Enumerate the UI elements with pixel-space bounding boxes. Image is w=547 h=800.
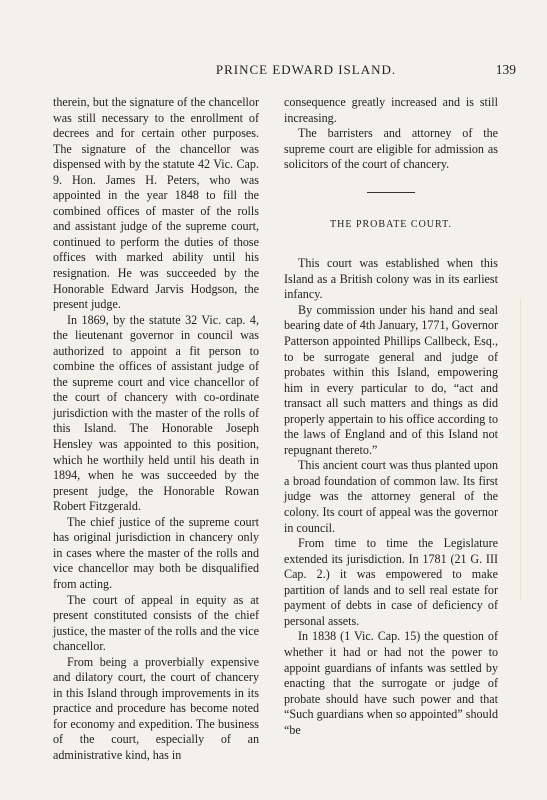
paragraph: consequence greatly increased and is still increasing.	[284, 95, 498, 125]
paragraph: The barristers and attorney of the supreme court are eligible for admission as solicitors of the court of chancery.	[284, 126, 498, 172]
paragraph: In 1838 (1 Vic. Cap. 15) the question of whether it had or had not the power to appoint guardians of infants was settled by enacting that the surrogate or judge of probate should have such power and that “Such guardians when so appointed” should “be	[284, 629, 498, 737]
paragraph: In 1869, by the statute 32 Vic. cap. 4, the lieutenant governor in council was authorized to appoint a fit person to combine the offices of assistant judge of the supreme court and vice chancellor of the court of chancery with co-ordinate jurisdiction with the master of the rolls of this Island. The Honorable Joseph Hensley was appointed to this position, which he worthily held until his death in 1894, when he was succeeded by the present judge, the Honorable Rowan Robert Fitzgerald.	[53, 312, 259, 514]
paragraph: The chief justice of the supreme court has original jurisdiction in chancery only in cases where the master of the rolls and vice chancellor may both be disqualified from acting.	[53, 514, 259, 591]
paragraph: This ancient court was thus planted upon a broad foundation of common law. Its first judge was the attorney general of the colony. Its court of appeal was the governor in council.	[284, 458, 498, 535]
paragraph: By commission under his hand and seal bearing date of 4th January, 1771, Governor Patterson appointed Phillips Callbeck, Esq., to be surrogate general and judge of probates within this Island, empowering him in every particular to do, “act and transact all such matters and things as did properly appertain to his office according to the laws of England and of this Island not repugnant thereto.”	[284, 302, 498, 457]
paragraph: From being a proverbially expensive and dilatory court, the court of chancery in this Island through improvements in its practice and procedure has become noted for economy and expedition. The business of the court, especially of an administrative kind, has in	[53, 654, 259, 762]
section-heading: THE PROBATE COURT.	[330, 218, 452, 230]
right-column	[284, 95, 498, 738]
section-divider	[367, 192, 415, 193]
page-number: 139	[495, 62, 516, 77]
paragraph: The court of appeal in equity as at present constituted consists of the chief justice, the master of the rolls and the vice chancellor.	[53, 592, 259, 654]
running-head: PRINCE EDWARD ISLAND.	[215, 62, 397, 77]
paragraph: This court was established when this Island as a British colony was in its earliest infancy.	[284, 256, 498, 302]
paragraph: From time to time the Legislature extended its jurisdiction. In 1781 (21 G. III Cap. 2.) it was empowered to make partition of lands and to sell real estate for payment of debts in case of deficiency of personal assets.	[284, 536, 498, 628]
page-edge-bleed	[520, 300, 525, 600]
left-column	[53, 95, 259, 764]
page-header	[96, 62, 516, 82]
paragraph: therein, but the signature of the chancellor was still necessary to the enrollment of decrees and for certain other purposes. The signature of the chancellor was dispensed with by the statute 42 Vic. Cap. 9. Hon. James H. Peters, who was appointed in the year 1848 to fill the combined offices of master of the rolls and assistant judge of the supreme court, continued to perform the duties of those offices with marked ability until his resignation. He was succeeded by the Honorable Edward Jarvis Hodgson, the present judge.	[53, 95, 259, 312]
